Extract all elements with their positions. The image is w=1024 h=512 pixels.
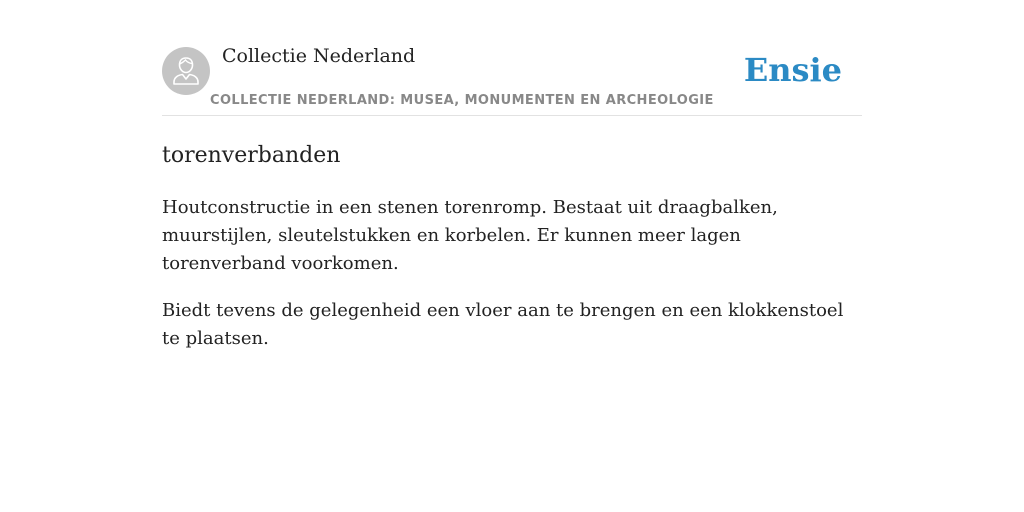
user-icon (171, 55, 201, 87)
entry-header (162, 0, 862, 116)
brand-logo[interactable]: Ensie (743, 51, 842, 89)
avatar[interactable] (162, 47, 210, 95)
definition-paragraph: Houtconstructie in een stenen torenromp. Bestaat uit draagbalken, muurstijlen, sleutelstukken en korbelen. Er kunnen meer lagen torenverband voorkomen. (162, 197, 778, 274)
page-container (162, 0, 862, 372)
author-link[interactable]: Collectie Nederland (222, 45, 416, 67)
entry-term: torenverbanden (162, 143, 341, 168)
source-label[interactable]: COLLECTIE NEDERLAND: MUSEA, MONUMENTEN EN ARCHEOLOGIE (210, 93, 714, 108)
entry-definition (162, 194, 862, 353)
definition-paragraph: Biedt tevens de gelegenheid een vloer aan te brengen en een klokkenstoel te plaatsen. (162, 300, 844, 349)
